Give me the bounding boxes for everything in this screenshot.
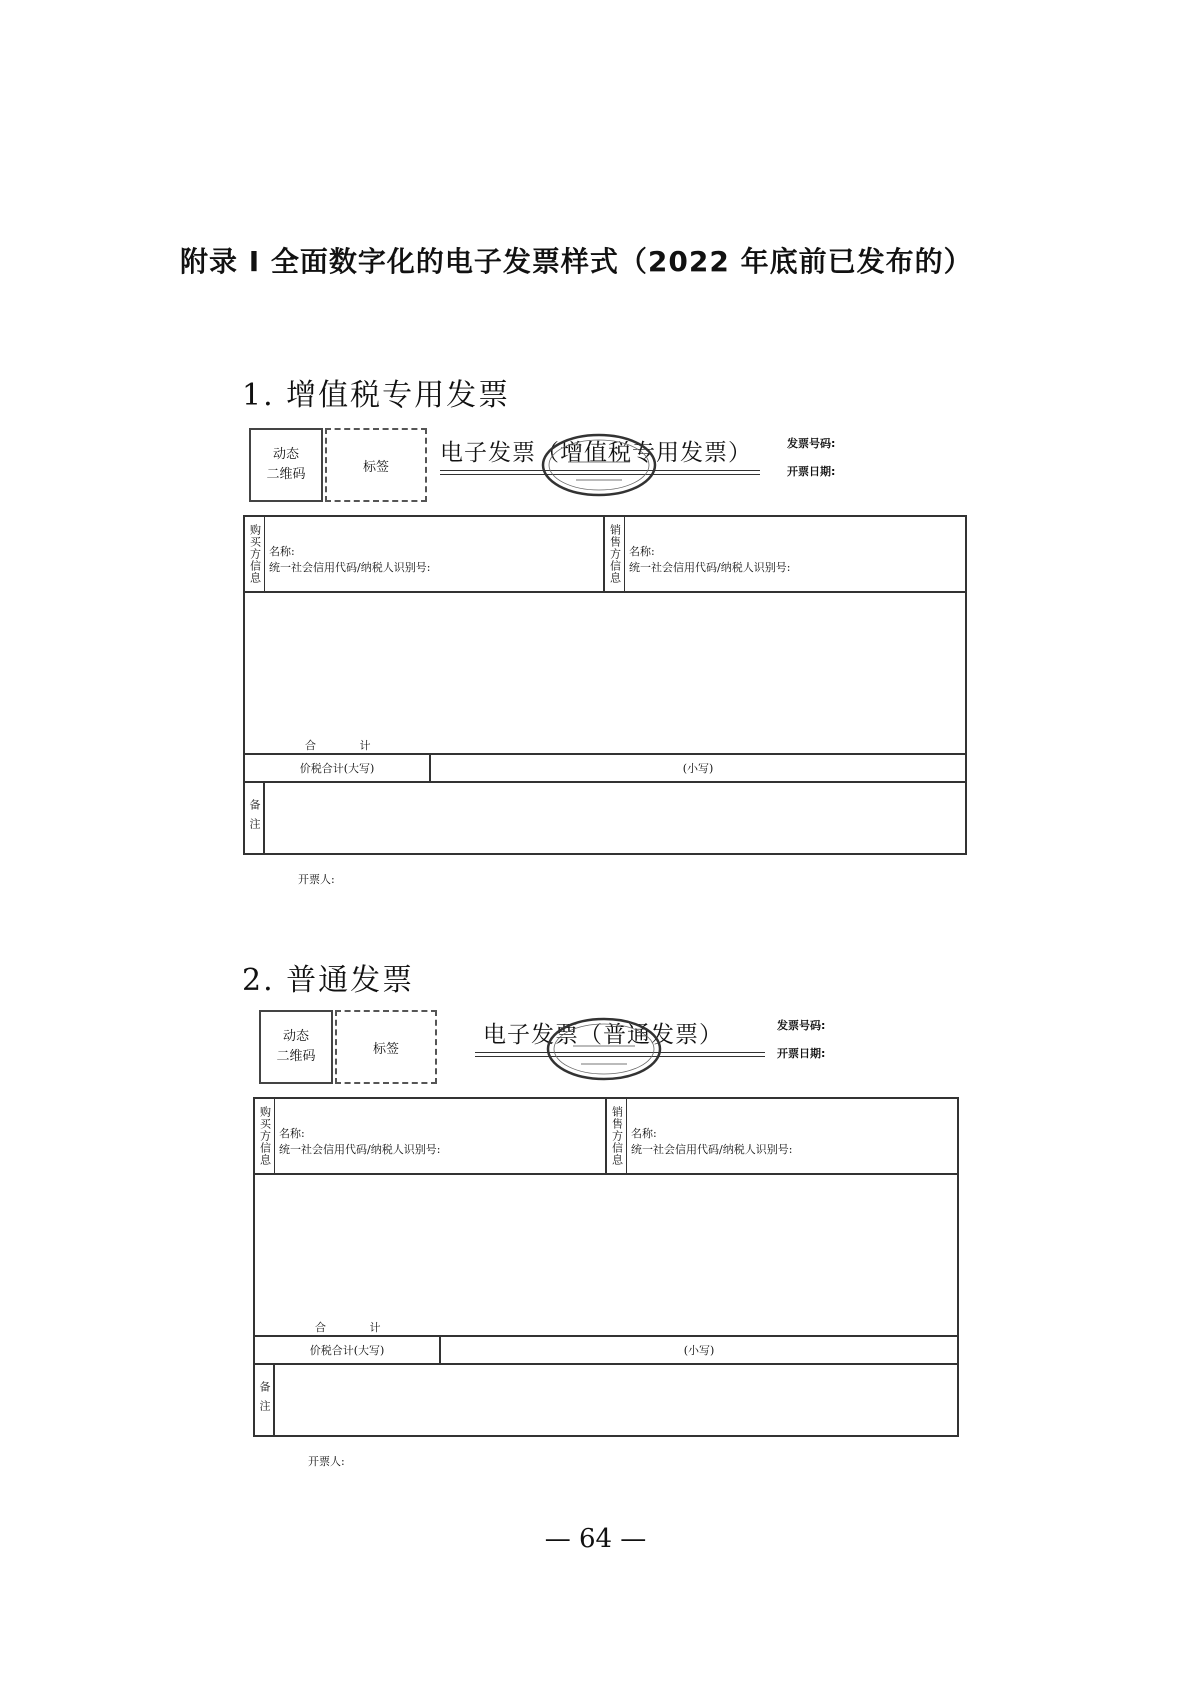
invoice-frame [253,1097,959,1437]
invoice-number-label: 发票号码: [787,437,836,450]
buyer-taxid-label: 统一社会信用代码/纳税人识别号: [269,561,431,574]
issuer-label: 开票人: [308,1455,345,1468]
amount-total-row [245,753,965,783]
seller-info-block [605,517,965,593]
page-title: 附录 I 全面数字化的电子发票样式（2022 年底前已发布的） [180,245,973,278]
invoice-title: 电子发票（普通发票） [483,1022,723,1048]
page-number: — 64 — [544,1524,647,1554]
tax-authority-seal-icon [545,1016,663,1082]
invoice-sample-ordinary [253,1010,983,1480]
remarks-label: 备注 [255,1365,275,1435]
invoice-title: 电子发票（增值税专用发票） [440,440,752,466]
invoice-sample-special-vat [243,428,973,898]
seller-name-label: 名称: [631,1127,657,1140]
seller-side-label: 销售方信息 [605,517,625,591]
amount-in-figures-label: (小写) [682,762,714,775]
seller-info-block [607,1099,957,1175]
seller-side-label: 销售方信息 [607,1099,627,1173]
amount-in-words-label: 价税合计(大写) [245,755,431,781]
dynamic-qr-code-box [259,1010,333,1084]
tax-authority-seal-icon [540,432,658,498]
amount-in-figures-label: (小写) [683,1344,715,1357]
remarks-label: 备注 [245,783,265,853]
issuer-label: 开票人: [298,873,335,886]
amount-total-row [255,1335,957,1365]
buyer-name-label: 名称: [279,1127,305,1140]
invoice-number-label: 发票号码: [777,1019,826,1032]
buyer-info-block [245,517,605,593]
buyer-info-block [255,1099,607,1175]
dynamic-qr-code-box [249,428,323,502]
buyer-side-label: 购买方信息 [245,517,265,591]
section-heading-ordinary: 2. 普通发票 [242,963,415,998]
total-label: 合 计 [315,1321,381,1334]
amount-in-words-label: 价税合计(大写) [255,1337,441,1363]
qr-label-line1: 动态 [272,447,299,462]
invoice-meta [777,1012,825,1068]
buyer-side-label: 购买方信息 [255,1099,275,1173]
issue-date-label: 开票日期: [787,465,836,478]
buyer-name-label: 名称: [269,545,295,558]
invoice-meta [787,430,835,486]
section-heading-special-vat: 1. 增值税专用发票 [242,378,511,413]
seller-name-label: 名称: [629,545,655,558]
tag-box: 标签 [335,1010,437,1084]
total-label: 合 计 [305,739,371,752]
qr-label-line2: 二维码 [266,467,306,482]
qr-label-line2: 二维码 [276,1049,316,1064]
buyer-taxid-label: 统一社会信用代码/纳税人识别号: [279,1143,441,1156]
tag-box: 标签 [325,428,427,502]
invoice-frame [243,515,967,855]
seller-taxid-label: 统一社会信用代码/纳税人识别号: [631,1143,793,1156]
qr-label-line1: 动态 [282,1029,309,1044]
issue-date-label: 开票日期: [777,1047,826,1060]
seller-taxid-label: 统一社会信用代码/纳税人识别号: [629,561,791,574]
